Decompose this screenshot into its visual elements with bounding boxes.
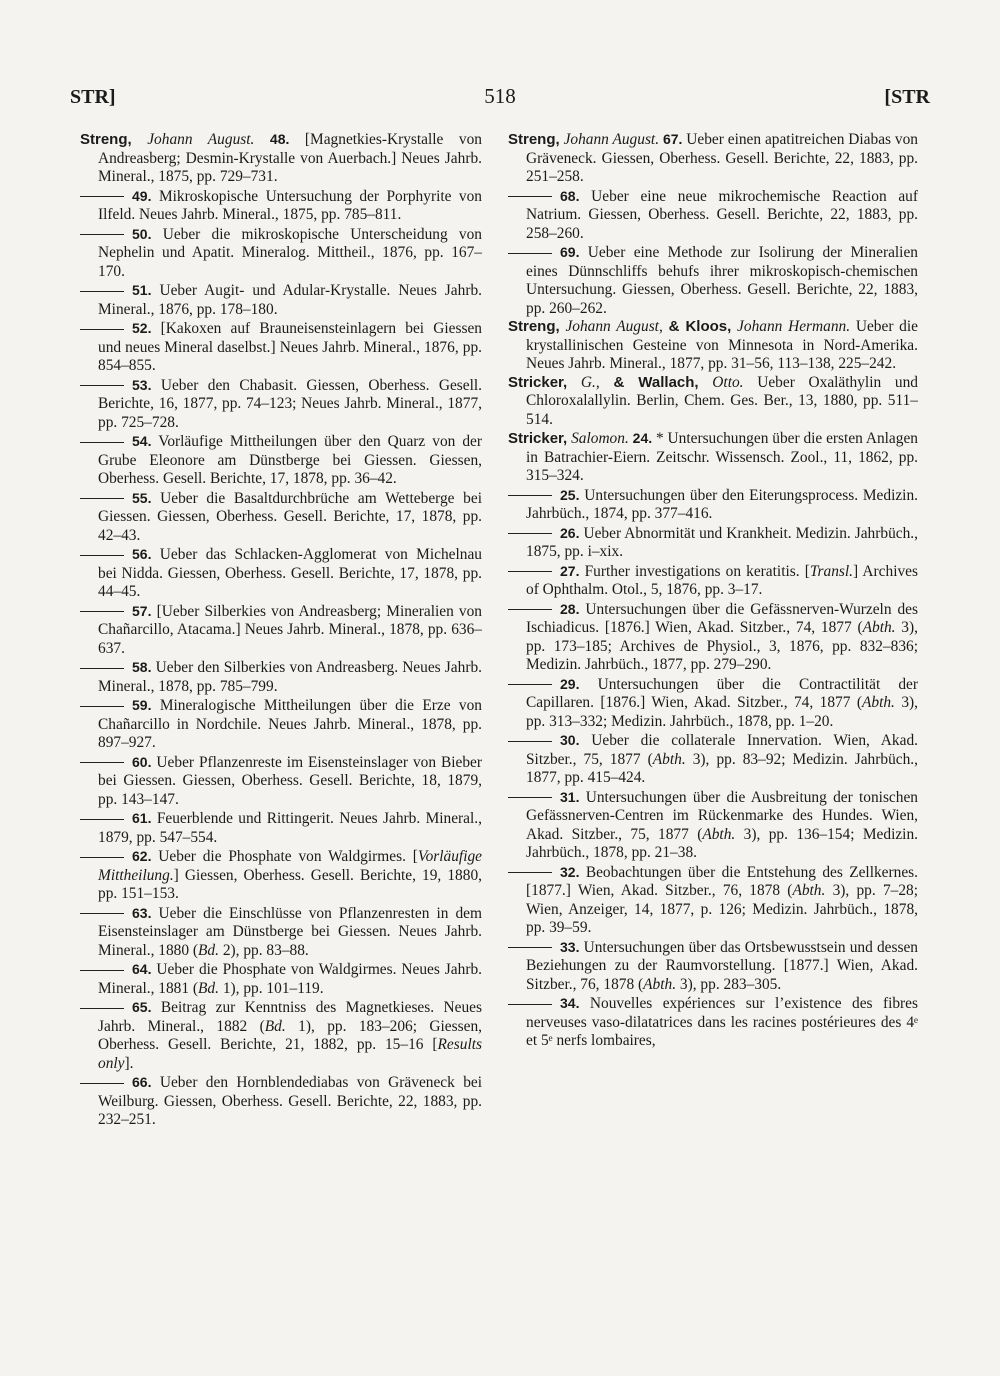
bibliography-entry: [508, 486, 918, 524]
bibliography-entry: [80, 998, 482, 1073]
entry-number: 51.: [132, 282, 152, 298]
author-name: Streng,: [508, 318, 560, 335]
bibliography-entry: [80, 658, 482, 696]
entry-text: Beobachtungen über die Entstehung des Zellkernes. [1877.] Wien, Akad. Sitzber., 76, 1878 (: [526, 863, 919, 899]
page-number: 518: [484, 84, 516, 108]
ditto-dash: [80, 498, 124, 499]
entry-number: 57.: [132, 602, 152, 619]
bibliography-entry: [80, 696, 482, 753]
bibliography-entry: [508, 374, 918, 430]
bibliography-entry: [508, 318, 918, 374]
ditto-dash: [80, 1008, 124, 1009]
bibliography-entry: [80, 489, 482, 546]
entry-text: Ueber Pflanzenreste im Eisensteinslager von Bieber bei Giessen. Giessen, Oberhess. Gesell. Berichte, 18, 1879, pp. 143–147.: [98, 753, 482, 808]
coauthor-name: & Kloos,: [668, 318, 732, 335]
ditto-dash: [80, 913, 124, 914]
entry-number: 55.: [132, 489, 152, 506]
entry-number: 31.: [560, 788, 580, 805]
bibliography-entry: [508, 130, 918, 187]
entry-number: 30.: [560, 732, 580, 748]
entry-number: 63.: [132, 904, 152, 921]
entry-text: Feuerblende und Rittingerit. Neues Jahrb. Mineral., 1879, pp. 547–554.: [98, 810, 482, 846]
bibliography-entry: [508, 788, 918, 863]
entry-number: 60.: [132, 753, 152, 770]
entry-text: Nouvelles expériences sur l’existence des fibres nerveuses vaso-dilatatrices dans les racines postérieures des 4ᵉ et 5ᵉ nerfs lombaires,: [526, 995, 918, 1049]
ditto-dash: [80, 329, 124, 330]
ditto-dash: [80, 857, 124, 858]
entry-text: [Ueber Silberkies von Andreasberg; Mineralien von Chañarcillo, Atacama.] Neues Jahrb. Mineral., 1878, pp. 636–637.: [98, 602, 482, 657]
entry-text: Untersuchungen über die Contractilität der Capillaren. [1876.] Wien, Akad. Sitzber., 74, 1877 (: [526, 675, 918, 711]
entry-number: 34.: [560, 995, 580, 1011]
bibliography-entry: [508, 524, 918, 562]
entry-text: [Magnetkies-Krystalle von Andreasberg; Desmin-Krystalle von Auerbach.] Neues Jahrb. Mineral., 1875, pp. 729–731.: [98, 131, 482, 185]
entry-text: Ueber Augit- und Adular-Krystalle. Neues Jahrb. Mineral., 1876, pp. 178–180.: [98, 282, 482, 318]
entry-text: Beitrag zur Kenntniss des Magnetkieses. Neues Jahrb. Mineral., 1882 (: [98, 999, 482, 1035]
coauthor-given-name: Otto.: [712, 373, 744, 391]
ditto-dash: [80, 611, 124, 612]
entry-italic: Bd.: [198, 979, 219, 997]
entry-text: Ueber den Silberkies von Andreasberg. Neues Jahrb. Mineral., 1878, pp. 785–799.: [98, 659, 482, 695]
header-left: STR]: [70, 86, 116, 108]
entry-text: Ueber eine neue mikrochemische Reaction auf Natrium. Giessen, Oberhess. Gesell. Berichte, 22, 1883, pp. 258–260.: [526, 187, 918, 242]
entry-italic: Results only: [98, 1036, 482, 1072]
bibliography-entry: [508, 600, 918, 675]
entry-number: 33.: [560, 938, 580, 955]
entry-text: 1), pp. 183–206; Giessen, Oberhess. Gesell. Berichte, 21, 1882, pp. 15–16 [: [98, 1017, 482, 1053]
entry-text: Ueber einen apatitreichen Diabas von Gräveneck. Giessen, Oberhess. Gesell. Berichte, 22, 1883, pp. 251–258.: [526, 131, 918, 185]
bibliography-entry: [80, 281, 482, 319]
entry-italic: Abth.: [861, 694, 895, 711]
entry-number: 24.: [632, 430, 653, 446]
entry-number: 58.: [132, 659, 152, 675]
entry-number: 50.: [132, 225, 152, 242]
entry-text: Mineralogische Mittheilungen über die Erze von Chañarcillo in Nordchile. Neues Jahrb. Mineral., 1878, pp. 897–927.: [98, 697, 482, 751]
entry-text: 3), pp. 313–332; Medizin. Jahrbüch., 1878, pp. 1–20.: [526, 694, 918, 730]
ditto-dash: [508, 609, 552, 610]
entry-number: 26.: [560, 524, 580, 541]
ditto-dash: [80, 706, 124, 707]
bibliography-entry: [508, 938, 918, 995]
entry-number: 62.: [132, 848, 152, 864]
entry-italic: Vorläufige Mittheilung.: [98, 848, 482, 884]
entry-number: 29.: [560, 675, 580, 692]
bibliography-entry: [508, 675, 918, 732]
ditto-dash: [80, 1083, 124, 1084]
entry-text: Ueber die krystallinischen Gesteine von Minnesota in Nord-Amerika. Neues Jahrb. Mineral., 1877, pp. 31–56, 113–138, 225–242.: [526, 318, 918, 372]
ditto-dash: [508, 533, 552, 534]
entry-number: 69.: [560, 244, 580, 260]
bibliography-entry: [80, 809, 482, 847]
entry-number: 54.: [132, 433, 152, 449]
entry-text: Ueber die Phosphate von Waldgirmes. Neues Jahrb. Mineral., 1881 (: [98, 961, 482, 997]
entry-text: 3), pp. 173–185; Archives de Physiol., 3, 1876, pp. 832–836; Medizin. Jahrbüch., 1877, pp. 279–290.: [526, 619, 918, 673]
entry-number: 49.: [132, 187, 152, 204]
author-name: Stricker,: [508, 430, 568, 447]
entry-text: 3), pp. 136–154; Medizin. Jahrbüch., 1878, pp. 21–38.: [526, 825, 918, 861]
bibliography-entry: [80, 187, 482, 225]
bibliography-entry: [508, 243, 918, 318]
ditto-dash: [80, 291, 124, 292]
ditto-dash: [508, 571, 552, 572]
left-column: [80, 130, 482, 1130]
entry-italic: Bd.: [264, 1017, 286, 1035]
bibliography-entry: [508, 863, 918, 938]
entry-text: Ueber den Hornblendediabas von Gräveneck bei Weilburg. Giessen, Oberhess. Gesell. Berichte, 22, 1883, pp. 232–251.: [98, 1074, 482, 1128]
ditto-dash: [80, 442, 124, 443]
ditto-dash: [80, 970, 124, 971]
entry-text: Ueber Oxaläthylin und Chloroxalallylin. Berlin, Chem. Ges. Ber., 13, 1880, pp. 511–514.: [526, 373, 918, 428]
bibliography-entry: [80, 545, 482, 602]
entry-text: 3), pp. 283–305.: [676, 975, 782, 993]
ditto-dash: [508, 253, 552, 254]
ditto-dash: [508, 797, 552, 798]
entry-text: 2), pp. 83–88.: [218, 941, 309, 959]
ditto-dash: [80, 819, 124, 820]
entry-text: ] Archives of Ophthalm. Otol., 5, 1876, pp. 3–17.: [526, 562, 918, 598]
running-header: [70, 86, 930, 116]
bibliography-entry: [80, 432, 482, 489]
entry-italic: Abth.: [862, 619, 896, 636]
bibliography-entry: [80, 960, 482, 998]
entry-italic: Transl.: [809, 562, 854, 580]
header-right: [STR: [884, 86, 930, 108]
author-given-name: G.,: [580, 373, 600, 391]
entry-text: Untersuchungen über den Eiterungsprocess. Medizin. Jahrbüch., 1874, pp. 377–416.: [526, 486, 918, 522]
entry-number: 67.: [662, 131, 683, 147]
entry-text: Ueber das Schlacken-Agglomerat von Michelnau bei Nidda. Giessen, Oberhess. Gesell. Berichte, 17, 1878, pp. 44–45.: [98, 546, 482, 600]
entry-number: 68.: [560, 187, 580, 204]
author-given-name: Johann August,: [565, 318, 663, 335]
entry-number: 52.: [132, 320, 152, 336]
bibliography-entry: [508, 562, 918, 600]
entry-text: Vorläufige Mittheilungen über den Quarz von der Grube Eleonore am Dünstberge bei Giessen. Giessen, Oberhess. Gesell. Berichte, 17, 1878, pp. 36–42.: [98, 433, 483, 487]
entry-number: 65.: [132, 999, 152, 1015]
ditto-dash: [508, 1004, 552, 1005]
entry-number: 25.: [560, 486, 580, 503]
ditto-dash: [80, 762, 124, 763]
entry-number: 32.: [560, 863, 580, 880]
ditto-dash: [80, 385, 124, 386]
author-given-name: Johann August.: [147, 131, 255, 148]
entry-number: 59.: [132, 697, 152, 713]
entry-number: 28.: [560, 600, 580, 617]
bibliography-entry: [80, 847, 482, 904]
ditto-dash: [508, 872, 552, 873]
ditto-dash: [508, 684, 552, 685]
entry-text: Untersuchungen über die Ausbreitung der tonischen Gefässnerven-Centren im Rückenmarke des Hundes. Wien, Akad. Sitzber., 75, 1877 (: [526, 788, 918, 843]
entry-italic: Bd.: [198, 941, 219, 959]
entry-italic: Abth.: [702, 825, 736, 843]
author-name: Stricker,: [508, 373, 568, 391]
bibliography-entry: [508, 994, 918, 1051]
bibliography-entry: [80, 753, 482, 810]
entry-number: 56.: [132, 546, 152, 562]
bibliography-entry: [80, 376, 482, 433]
bibliography-entry: [80, 319, 482, 376]
entry-italic: Abth.: [652, 750, 686, 768]
entry-text: [Kakoxen auf Brauneisensteinlagern bei Giessen und neues Mineral daselbst.] Neues Jahrb. Mineral., 1876, pp. 854–855.: [98, 320, 482, 374]
bibliography-entry: [80, 602, 482, 659]
entry-text: Untersuchungen über das Ortsbewusstsein und dessen Beziehungen zu der Raumvorstellung. [1877.] Wien, Akad. Sitzber., 76, 1878 (: [526, 938, 918, 993]
entry-text: Ueber die Einschlüsse von Pflanzenresten in dem Eisensteinslager am Dünstberge bei Giessen. Neues Jahrb. Mineral., 1880 (: [98, 904, 482, 959]
coauthor-given-name: Johann Hermann.: [737, 318, 851, 335]
entry-italic: Abth.: [643, 975, 677, 993]
ditto-dash: [80, 234, 124, 235]
author-given-name: Johann August.: [563, 131, 660, 148]
entry-text: Ueber die mikroskopische Unterscheidung von Nephelin und Apatit. Mineralog. Mittheil., 1876, pp. 167–170.: [98, 225, 482, 280]
author-name: Streng,: [80, 131, 132, 148]
entry-number: 61.: [132, 810, 152, 826]
entry-text: * Untersuchungen über die ersten Anlagen in Batrachier-Eiern. Zeitschr. Wissensch. Zool., 11, 1862, pp. 315–324.: [526, 430, 918, 484]
entry-number: 64.: [132, 961, 152, 977]
entry-text: Untersuchungen über die Gefässnerven-Wurzeln des Ischiadicus. [1876.] Wien, Akad. Sitzber., 74, 1877 (: [526, 600, 918, 636]
entry-number: 48.: [269, 131, 290, 147]
bibliography-entry: [508, 187, 918, 244]
bibliography-entry: [80, 130, 482, 187]
bibliography-entry: [80, 1073, 482, 1130]
ditto-dash: [80, 196, 124, 197]
entry-number: 27.: [560, 562, 580, 579]
entry-number: 66.: [132, 1074, 152, 1090]
ditto-dash: [508, 947, 552, 948]
coauthor-name: & Wallach,: [613, 373, 699, 391]
entry-text: Ueber Abnormität und Krankheit. Medizin. Jahrbüch., 1875, pp. i–xix.: [526, 524, 918, 560]
entry-text: Ueber den Chabasit. Giessen, Oberhess. Gesell. Berichte, 16, 1877, pp. 74–123; Neues Jahrb. Mineral., 1877, pp. 725–728.: [98, 376, 482, 431]
entry-text: ].: [124, 1054, 134, 1072]
entry-text: Ueber die Basaltdurchbrüche am Wetteberge bei Giessen. Giessen, Oberhess. Gesell. Berichte, 17, 1878, pp. 42–43.: [98, 489, 482, 544]
entry-text: Further investigations on keratitis. [: [584, 562, 810, 580]
entry-text: 1), pp. 101–119.: [218, 979, 324, 997]
author-name: Streng,: [508, 131, 560, 148]
entry-text: Ueber eine Methode zur Isolirung der Mineralien eines Dünnschliffs behufs ihrer mikroskopisch-chemischen Untersuchung. Giessen, Oberhess. Gesell. Berichte, 22, 1883, pp. 260–262.: [526, 244, 918, 317]
entry-number: 53.: [132, 376, 152, 393]
author-given-name: Salomon.: [571, 430, 629, 447]
ditto-dash: [80, 555, 124, 556]
ditto-dash: [80, 668, 124, 669]
entry-text: 3), pp. 83–92; Medizin. Jahrbüch., 1877, pp. 415–424.: [526, 750, 918, 786]
entry-text: ] Giessen, Oberhess. Gesell. Berichte, 19, 1880, pp. 151–153.: [98, 866, 482, 902]
ditto-dash: [508, 495, 552, 496]
entry-italic: Abth.: [792, 882, 826, 899]
ditto-dash: [508, 196, 552, 197]
entry-text: Ueber die Phosphate von Waldgirmes. [: [158, 848, 418, 865]
bibliography-entry: [508, 429, 918, 486]
bibliography-entry: [80, 225, 482, 282]
bibliography-entry: [80, 904, 482, 961]
entry-text: Mikroskopische Untersuchung der Porphyrite von Ilfeld. Neues Jahrb. Mineral., 1875, pp. 785–811.: [98, 187, 482, 223]
entry-text: 3), pp. 7–28; Wien, Anzeiger, 14, 1877, p. 126; Medizin. Jahrbüch., 1878, pp. 39–59.: [526, 882, 918, 936]
entry-text: Ueber die collaterale Innervation. Wien, Akad. Sitzber., 75, 1877 (: [526, 732, 918, 768]
right-column: [508, 130, 918, 1051]
ditto-dash: [508, 741, 552, 742]
bibliography-entry: [508, 731, 918, 788]
